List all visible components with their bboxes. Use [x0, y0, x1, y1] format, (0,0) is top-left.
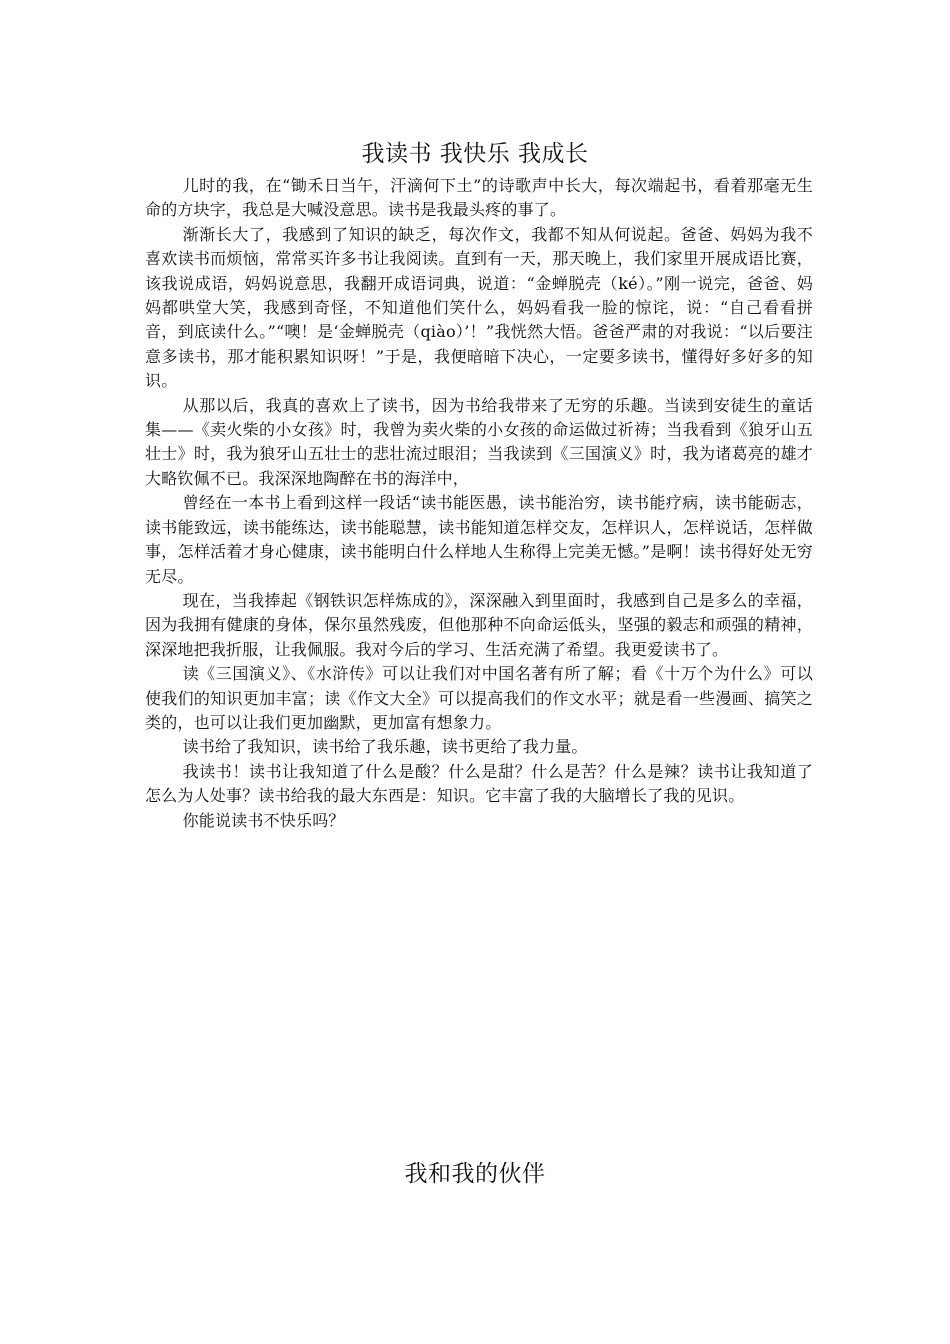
paragraph: 曾经在一本书上看到这样一段话“读书能医愚，读书能治穷，读书能疗病，读书能砺志，读书能致远，读书能练达，读书能聪慧，读书能知道怎样交友，怎样识人，怎样说话，怎样做事，怎样活着才身心健康，读书能明白什么样地人生称得上完美无憾。”是啊！读书得好处无穷无尽。 [145, 493, 813, 586]
paragraph: 读《三国演义》、《水浒传》可以让我们对中国名著有所了解；看《十万个为什么》可以使我们的知识更加丰富；读《作文大全》可以提高我们的作文水平；就是看一些漫画、搞笑之类的，也可以让我们更加幽默，更加富有想象力。 [145, 664, 813, 732]
paragraph: 儿时的我，在“锄禾日当午，汗滴何下土”的诗歌声中长大，每次端起书，看着那毫无生命的方块字，我总是大喊没意思。读书是我最头疼的事了。 [145, 176, 813, 220]
paragraph: 渐渐长大了，我感到了知识的缺乏，每次作文，我都不知从何说起。爸爸、妈妈为我不喜欢读书而烦恼，常常买许多书让我阅读。直到有一天，那天晚上，我们家里开展成语比赛，该我说成语，妈妈说意思，我翻开成语词典，说道：“金蝉脱壳（ké）。”刚一说完，爸爸、妈妈都哄堂大笑，我感到奇怪，不知道他们笑什么，妈妈看我一脸的惊诧，说：“自己看看拼音，到底读什么。”“噢！是‘金蝉脱壳（qiào）’！”我恍然大悟。爸爸严肃的对我说：“以后要注意多读书，那才能积累知识呀！”于是，我便暗暗下决心，一定要多读书，懂得好多好多的知识。 [145, 224, 813, 391]
paragraph: 从那以后，我真的喜欢上了读书，因为书给我带来了无穷的乐趣。当读到安徒生的童话集——《卖火柴的小女孩》时，我曾为卖火柴的小女孩的命运做过祈祷；当我看到《狼牙山五壮士》时，我为狼牙山五壮士的悲壮流过眼泪；当我读到《三国演义》时，我为诸葛亮的雄才大略钦佩不已。我深深地陶醉在书的海洋中， [145, 395, 813, 488]
paragraph: 读书给了我知识，读书给了我乐趣，读书更给了我力量。 [182, 737, 588, 757]
article-body [145, 174, 813, 833]
paragraph: 你能说读书不快乐吗？ [182, 810, 345, 830]
article-title: 我读书 我快乐 我成长 [361, 141, 589, 167]
paragraph: 我读书！读书让我知道了什么是酸？什么是甜？什么是苦？什么是辣？读书让我知道了怎么为人处事？读书给我的最大东西是：知识。它丰富了我的大脑增长了我的见识。 [145, 761, 813, 806]
next-article-title: 我和我的伙伴 [404, 1161, 546, 1187]
paragraph: 现在，当我捧起《钢铁识怎样炼成的》，深深融入到里面时，我感到自己是多么的幸福，因为我拥有健康的身体，保尔虽然残废，但他那种不向命运低头，坚强的毅志和顽强的精神，深深地把我折服，让我佩服。我对今后的学习、生活充满了希望。我更爱读书了。 [145, 590, 813, 659]
